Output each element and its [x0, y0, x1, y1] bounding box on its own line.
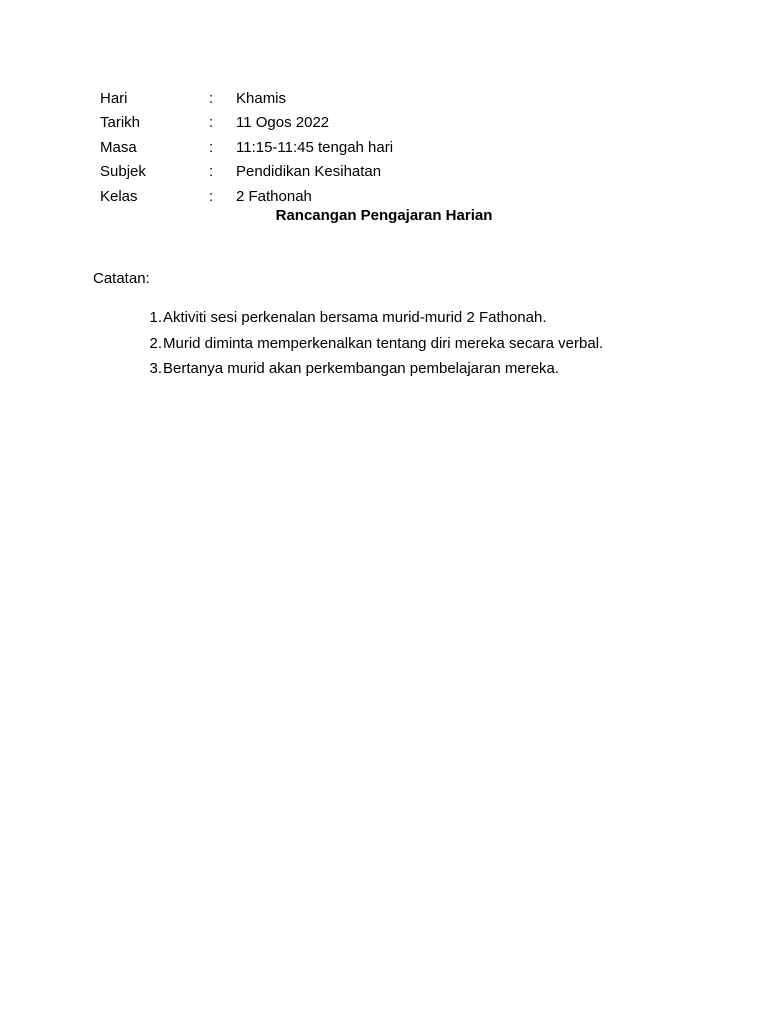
info-value: Pendidikan Kesihatan [236, 163, 382, 181]
list-item-number: 2. [149, 334, 162, 352]
document-title: Rancangan Pengajaran Harian [275, 207, 493, 224]
info-label: Kelas [100, 187, 138, 205]
list-item-text: Bertanya murid akan perkembangan pembelajaran mereka. [163, 360, 560, 378]
list-item-text: Aktiviti sesi perkenalan bersama murid-murid 2 Fathonah. [163, 309, 547, 327]
info-label: Hari [100, 89, 128, 107]
info-colon: : [209, 114, 214, 132]
info-colon: : [209, 138, 214, 156]
info-colon: : [209, 187, 214, 205]
info-colon: : [209, 163, 214, 181]
list-item-text: Murid diminta memperkenalkan tentang diri mereka secara verbal. [163, 334, 604, 352]
info-value: Khamis [236, 89, 287, 107]
list-item [136, 331, 603, 357]
lesson-info-table [100, 86, 393, 209]
info-row-time [100, 135, 393, 160]
list-item [136, 356, 603, 382]
info-value: 11 Ogos 2022 [236, 114, 330, 132]
info-label: Subjek [100, 163, 146, 181]
info-value: 11:15-11:45 tengah hari [236, 138, 394, 156]
info-row-date [100, 111, 393, 136]
list-item-number: 3. [149, 360, 162, 378]
info-row-day [100, 86, 393, 111]
list-item [136, 305, 603, 331]
info-label: Tarikh [100, 114, 141, 132]
info-colon: : [209, 89, 214, 107]
info-row-subject [100, 160, 393, 185]
info-row-class [100, 184, 393, 209]
notes-heading: Catatan: [93, 270, 150, 287]
list-item-number: 1. [149, 309, 162, 327]
info-value: 2 Fathonah [236, 187, 312, 205]
info-label: Masa [100, 138, 137, 156]
notes-list [136, 305, 603, 382]
